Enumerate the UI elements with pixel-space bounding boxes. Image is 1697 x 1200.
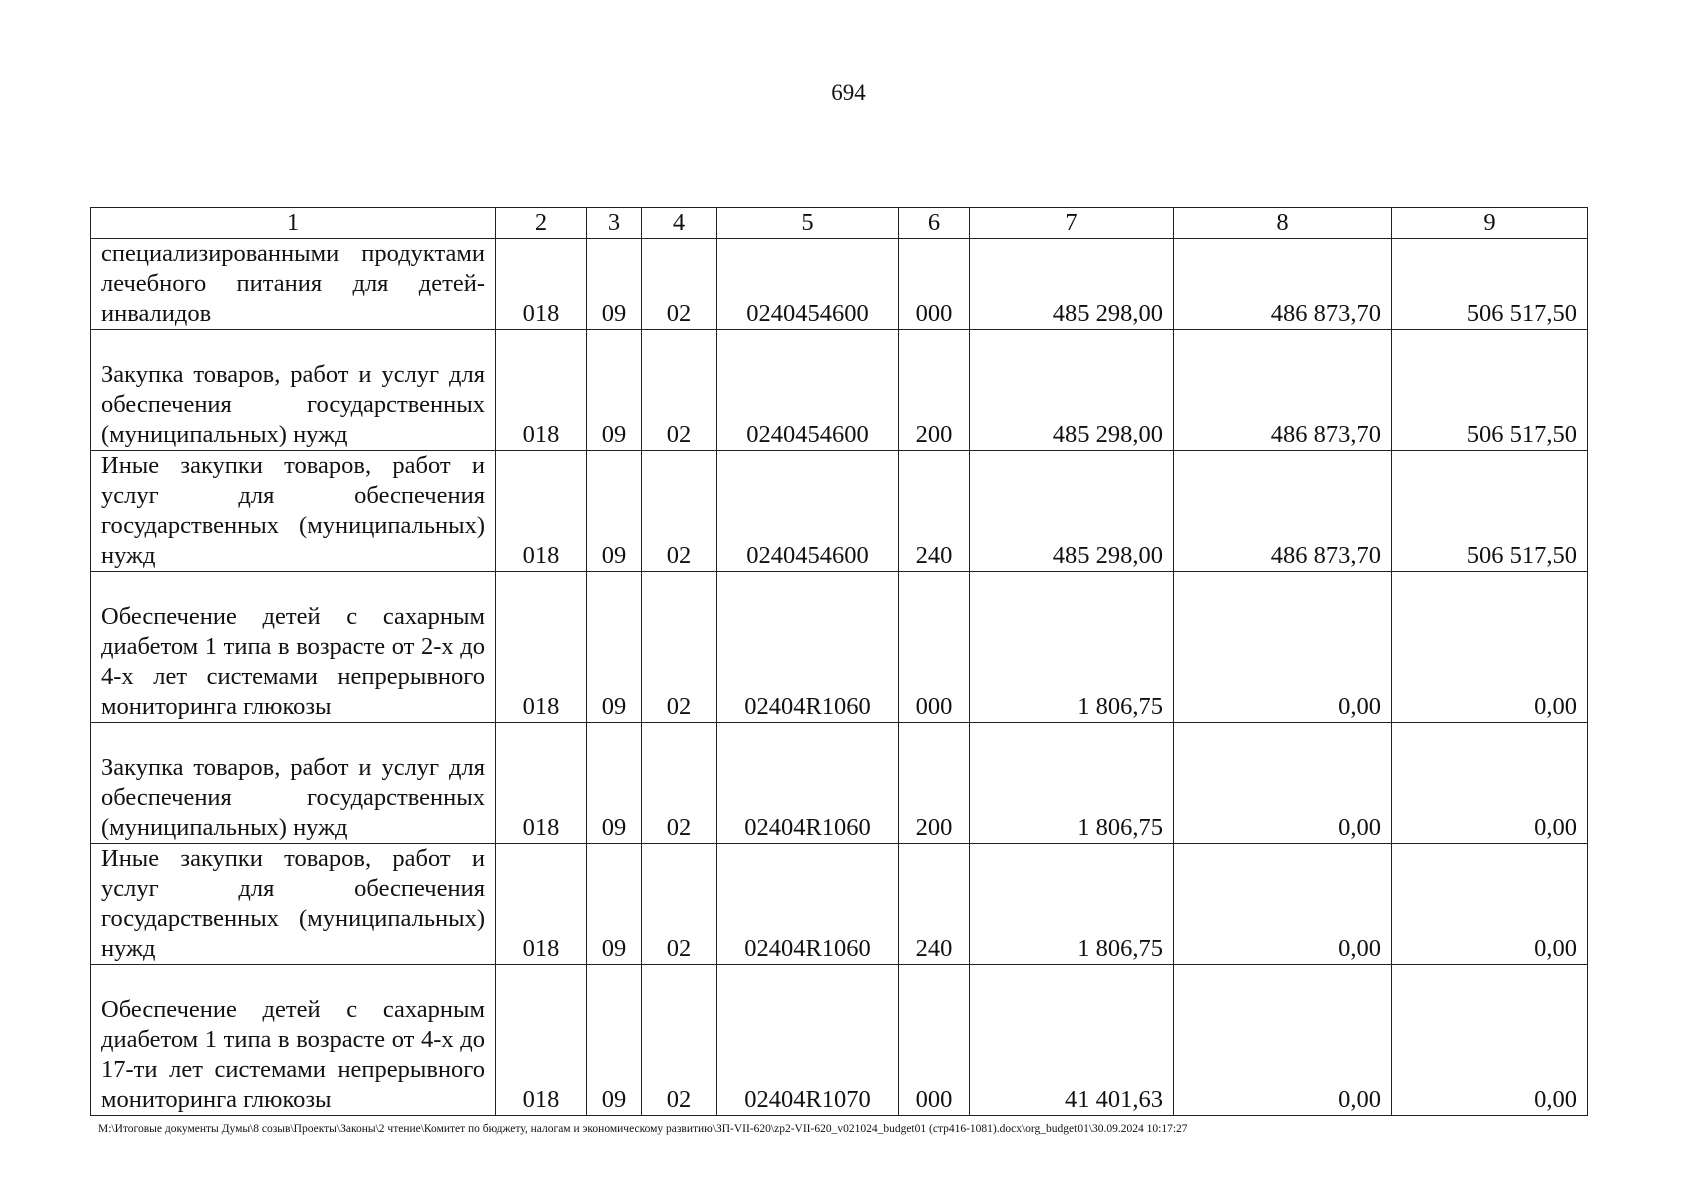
cell-code-col6: 200 xyxy=(899,330,970,451)
cell-code-col5: 02404R1060 xyxy=(717,723,899,844)
column-header-1: 1 xyxy=(91,208,496,239)
cell-code-col5: 02404R1060 xyxy=(717,844,899,965)
cell-amount-col8: 486 873,70 xyxy=(1174,451,1392,572)
cell-code-col3: 09 xyxy=(587,572,642,723)
cell-code-col4: 02 xyxy=(642,572,717,723)
cell-code-col2: 018 xyxy=(496,572,587,723)
column-header-8: 8 xyxy=(1174,208,1392,239)
column-header-7: 7 xyxy=(970,208,1174,239)
table-header-row xyxy=(91,208,1588,239)
cell-amount-col8: 0,00 xyxy=(1174,844,1392,965)
cell-code-col5: 0240454600 xyxy=(717,451,899,572)
table-row xyxy=(91,844,1588,965)
column-header-4: 4 xyxy=(642,208,717,239)
cell-code-col2: 018 xyxy=(496,965,587,1116)
cell-amount-col7: 485 298,00 xyxy=(970,330,1174,451)
column-header-9: 9 xyxy=(1392,208,1588,239)
cell-code-col6: 240 xyxy=(899,844,970,965)
cell-code-col2: 018 xyxy=(496,330,587,451)
cell-amount-col9: 506 517,50 xyxy=(1392,451,1588,572)
table-row xyxy=(91,572,1588,723)
cell-amount-col9: 0,00 xyxy=(1392,844,1588,965)
cell-amount-col9: 506 517,50 xyxy=(1392,239,1588,330)
cell-amount-col8: 0,00 xyxy=(1174,965,1392,1116)
cell-amount-col9: 0,00 xyxy=(1392,572,1588,723)
table-row xyxy=(91,451,1588,572)
table-row xyxy=(91,239,1588,330)
column-header-2: 2 xyxy=(496,208,587,239)
row-description: Закупка товаров, работ и услуг для обеспечения государственных (муниципальных) нужд xyxy=(91,723,496,844)
row-description: Иные закупки товаров, работ и услуг для обеспечения государственных (муниципальных) нужд xyxy=(91,451,496,572)
cell-amount-col7: 485 298,00 xyxy=(970,239,1174,330)
cell-code-col3: 09 xyxy=(587,451,642,572)
cell-amount-col7: 41 401,63 xyxy=(970,965,1174,1116)
cell-code-col3: 09 xyxy=(587,965,642,1116)
cell-code-col4: 02 xyxy=(642,451,717,572)
table-row xyxy=(91,965,1588,1116)
cell-code-col6: 240 xyxy=(899,451,970,572)
cell-code-col3: 09 xyxy=(587,844,642,965)
cell-code-col6: 200 xyxy=(899,723,970,844)
cell-amount-col7: 1 806,75 xyxy=(970,723,1174,844)
cell-amount-col8: 0,00 xyxy=(1174,723,1392,844)
column-header-6: 6 xyxy=(899,208,970,239)
cell-code-col5: 02404R1060 xyxy=(717,572,899,723)
table-row xyxy=(91,723,1588,844)
cell-code-col6: 000 xyxy=(899,239,970,330)
row-description: Обеспечение детей с сахарным диабетом 1 типа в возрасте от 4-х до 17-ти лет системами непрерывного мониторинга глюкозы xyxy=(91,965,496,1116)
cell-code-col4: 02 xyxy=(642,723,717,844)
cell-code-col3: 09 xyxy=(587,723,642,844)
cell-code-col2: 018 xyxy=(496,844,587,965)
cell-amount-col9: 0,00 xyxy=(1392,965,1588,1116)
cell-code-col3: 09 xyxy=(587,239,642,330)
document-path-footer: M:\Итоговые документы Думы\8 созыв\Проекты\Законы\2 чтение\Комитет по бюджету, налогам и экономическому развитию\ЗП-VII-620\zp2-VII-620_v021024_budget01 (стр416-1081).docx\org_budget01\30.09.2024 10:17:27 xyxy=(98,1123,1188,1135)
cell-code-col6: 000 xyxy=(899,572,970,723)
cell-code-col6: 000 xyxy=(899,965,970,1116)
cell-amount-col7: 1 806,75 xyxy=(970,572,1174,723)
cell-code-col2: 018 xyxy=(496,723,587,844)
cell-amount-col7: 1 806,75 xyxy=(970,844,1174,965)
row-description: Обеспечение детей с сахарным диабетом 1 типа в возрасте от 2-х до 4-х лет системами непрерывного мониторинга глюкозы xyxy=(91,572,496,723)
column-header-5: 5 xyxy=(717,208,899,239)
cell-code-col2: 018 xyxy=(496,451,587,572)
cell-amount-col8: 0,00 xyxy=(1174,572,1392,723)
cell-code-col4: 02 xyxy=(642,965,717,1116)
row-description: специализированными продуктами лечебного питания для детей-инвалидов xyxy=(91,239,496,330)
cell-amount-col8: 486 873,70 xyxy=(1174,330,1392,451)
cell-code-col3: 09 xyxy=(587,330,642,451)
cell-code-col4: 02 xyxy=(642,844,717,965)
cell-code-col5: 0240454600 xyxy=(717,330,899,451)
column-header-3: 3 xyxy=(587,208,642,239)
cell-code-col4: 02 xyxy=(642,239,717,330)
cell-amount-col7: 485 298,00 xyxy=(970,451,1174,572)
cell-amount-col8: 486 873,70 xyxy=(1174,239,1392,330)
cell-amount-col9: 0,00 xyxy=(1392,723,1588,844)
page-number: 694 xyxy=(831,80,866,105)
cell-code-col5: 0240454600 xyxy=(717,239,899,330)
cell-code-col4: 02 xyxy=(642,330,717,451)
row-description: Иные закупки товаров, работ и услуг для обеспечения государственных (муниципальных) нужд xyxy=(91,844,496,965)
cell-code-col2: 018 xyxy=(496,239,587,330)
cell-code-col5: 02404R1070 xyxy=(717,965,899,1116)
budget-table xyxy=(90,207,1588,1116)
cell-amount-col9: 506 517,50 xyxy=(1392,330,1588,451)
row-description: Закупка товаров, работ и услуг для обеспечения государственных (муниципальных) нужд xyxy=(91,330,496,451)
table-row xyxy=(91,330,1588,451)
